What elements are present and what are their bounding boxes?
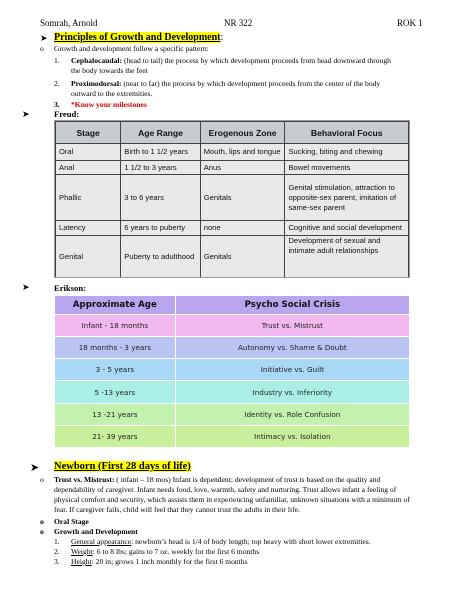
header-author: Somrah, Arnold [40,18,98,28]
table-row [56,175,409,221]
milestones-note: *Know your milestones [71,100,147,109]
freud-cell: Oral [56,144,121,161]
freud-cell: none [200,221,285,236]
erikson-crisis-cell: Trust vs. Mistrust [175,315,409,337]
freud-cell: 1 1/2 to 3 years [121,161,200,175]
principle-item-1 [54,56,60,66]
table-row [55,425,410,447]
item-number: 1. [54,56,60,65]
freud-cell: Genital [56,236,121,278]
principles-heading [54,33,223,43]
proximodorsal-desc-2: outward to the extremities. [71,89,153,98]
freud-cell: 3 to 6 years [121,175,200,221]
table-row [55,315,410,337]
circle-bullet-icon: o [40,527,44,536]
cephalocaudal-term: Cephalocaudal: [71,56,123,65]
trust-line-1 [54,475,380,485]
cephalocaudal-desc: (head to tail) the process by which development proceeds from head downward through [122,56,391,65]
growth-item-1 [71,537,371,547]
header-page: ROK 1 [397,18,423,28]
freud-header-zone: Erogenous Zone [200,122,285,144]
freud-cell: Phallic [56,175,121,221]
erikson-age-cell: 5 -13 years [55,381,176,403]
arrow-bullet-icon: ➤ [40,33,48,43]
freud-cell: Sucking, biting and chewing [285,144,409,161]
newborn-title: Newborn (First 28 days of life) [54,461,191,472]
erikson-header-age: Approximate Age [55,296,176,315]
erikson-age-cell: 21- 39 years [55,425,176,447]
weight-term: Weight [71,547,93,556]
freud-cell: Cognitive and social development [285,221,409,236]
circle-bullet-icon: o [40,44,44,53]
erikson-crisis-cell: Identity vs. Role Confusion [175,403,409,425]
height-term: Height [71,557,92,566]
table-row [55,403,410,425]
freud-cell: 6 years to puberty [121,221,200,236]
freud-cell: Genitals [200,175,285,221]
growth-item-num: 1. [54,537,60,546]
freud-cell: Anal [56,161,121,175]
principles-title: Principles of Growth and Development [54,32,221,43]
header-course: NR 322 [224,18,253,28]
general-appearance-text: : newborn’s head is 1/4 of body length; top heavy with short lower extremities. [131,537,371,546]
freud-cell: Birth to 1 1/2 years [121,144,200,161]
trust-line-4: fear. If caregiver fails, child will feel that they cannot trust the adults in their life. [54,505,300,514]
circle-bullet-icon: o [40,517,44,526]
erikson-age-cell: 18 months - 3 years [55,337,176,359]
proximodorsal-term: Proximodorsal: [71,79,122,88]
freud-cell: Bowel movements [285,161,409,175]
erikson-header-crisis: Psycho Social Crisis [175,296,409,315]
freud-label: Freud: [54,109,80,119]
freud-cell: Mouth, lips and tongue [200,144,285,161]
table-row [56,236,409,278]
arrow-bullet-icon: ➤ [22,282,30,292]
item-number: 2. [54,79,60,88]
freud-header-focus: Behavioral Focus [285,122,409,144]
table-row [56,144,409,161]
table-row [55,337,410,359]
table-row [56,161,409,175]
principles-intro: Growth and development follow a specific pattern: [54,44,209,53]
trust-line-3: physical comfort and security, which assists them in experiencing unfamiliar, unknown situations with a minimum of [54,495,410,504]
principles-title-suffix: : [220,32,224,43]
erikson-crisis-cell: Autonomy vs. Shame & Doubt [175,337,409,359]
trust-term: Trust vs. Mistrust: [54,475,115,484]
circle-bullet-icon: o [40,475,44,484]
erikson-label: Erikson: [54,283,86,293]
table-row [55,296,410,315]
general-appearance-term: General appearance [71,537,132,546]
growth-item-num: 3. [54,557,60,566]
item-number: 3. [54,100,60,109]
growth-item-3 [71,557,248,567]
freud-cell: Puberty to adulthood [121,236,200,278]
proximodorsal-desc: (near to far) the process by which development proceeds from the center of the body [121,79,381,88]
freud-header-age: Age Range [121,122,200,144]
freud-cell: Latency [56,221,121,236]
erikson-table [54,295,410,448]
height-text: : 20 in; grows 1 inch monthly for the first 6 months [91,557,248,566]
erikson-age-cell: 3 - 5 years [55,359,176,381]
erikson-crisis-cell: Initiative vs. Guilt [175,359,409,381]
freud-header-stage: Stage [56,122,121,144]
erikson-crisis-cell: Intimacy vs. Isolation [175,425,409,447]
freud-cell: Genital stimulation, attraction to opposite-sex parent, imitation of same-sex parent [285,175,409,221]
cephalocaudal-desc-2: the body towards the feet [71,66,148,75]
trust-line-2: dependability of caregiver. Infant needs food, love, warmth, safety and nurturing. Trust allows infant a feeling of [54,485,397,494]
freud-table [54,120,410,278]
erikson-crisis-cell: Industry vs. Inferiority [175,381,409,403]
arrow-bullet-icon: ➤ [30,462,40,474]
growth-item-2 [71,547,259,557]
freud-cell: Genitals [200,236,285,278]
table-row [55,381,410,403]
trust-text: ( infant – 18 mos) Infant is dependent; development of trust is based on the quality and [114,475,381,484]
table-row [56,221,409,236]
weight-text: : 6 to 8 lbs; gains to 7 oz. weekly for the first 6 months [92,547,260,556]
growth-item-num: 2. [54,547,60,556]
principle-item-2-text [71,79,380,89]
erikson-age-cell: Infant - 18 months [55,315,176,337]
growth-title: Growth and Development [54,527,138,536]
freud-cell: Development of sexual and intimate adult relationships [285,236,409,278]
oral-stage: Oral Stage [54,517,89,526]
newborn-heading [54,461,191,473]
table-row [55,359,410,381]
freud-cell: Anus [200,161,285,175]
principle-item-2 [54,79,60,89]
erikson-age-cell: 13 -21 years [55,403,176,425]
principle-item-1-text [71,56,391,66]
arrow-bullet-icon: ➤ [22,109,30,119]
